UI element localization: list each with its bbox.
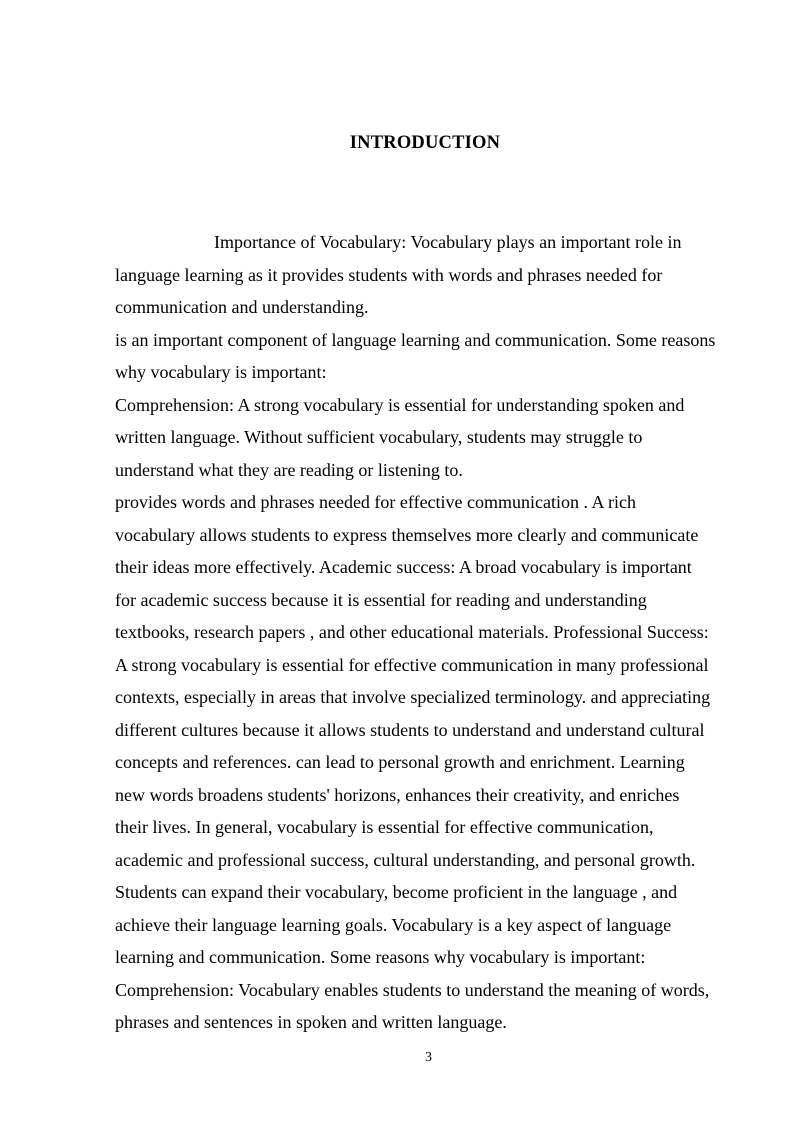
text-line: understand what they are reading or listening to. xyxy=(115,459,463,480)
text-line: academic and professional success, cultural understanding, and personal growth. xyxy=(115,849,696,870)
text-line: Comprehension: Vocabulary enables students to understand the meaning of words, xyxy=(115,979,710,1000)
text-line: vocabulary allows students to express themselves more clearly and communicate xyxy=(115,524,699,545)
text-line: their ideas more effectively. Academic success: A broad vocabulary is important xyxy=(115,557,692,577)
text-line: for academic success because it is essential for reading and understanding xyxy=(115,589,647,610)
text-line: why vocabulary is important: xyxy=(115,362,327,382)
text-line: achieve their language learning goals. Vocabulary is a key aspect of language xyxy=(115,914,672,935)
text-line: different cultures because it allows students to understand and understand cultural xyxy=(115,719,705,740)
text-line: A strong vocabulary is essential for effective communication in many professional xyxy=(115,654,709,675)
text-line: their lives. In general, vocabulary is essential for effective communication, xyxy=(115,817,654,837)
text-line: new words broadens students' horizons, enhances their creativity, and enriches xyxy=(115,784,680,805)
text-line: phrases and sentences in spoken and written language. xyxy=(115,1012,507,1032)
text-line: Students can expand their vocabulary, become proficient in the language , and xyxy=(115,882,678,902)
text-line: communication and understanding. xyxy=(115,297,369,317)
text-line: is an important component of language learning and communication. Some reasons xyxy=(115,329,716,350)
body-text xyxy=(115,226,755,1039)
page-title: INTRODUCTION xyxy=(349,133,501,153)
text-line: textbooks, research papers , and other educational materials. Professional Success: xyxy=(115,622,709,642)
text-line: provides words and phrases needed for effective communication . A rich xyxy=(115,492,637,512)
page-number: 3 xyxy=(425,1050,432,1065)
text-line: learning and communication. Some reasons why vocabulary is important: xyxy=(115,947,646,967)
text-line: concepts and references. can lead to personal growth and enrichment. Learning xyxy=(115,752,685,772)
text-line: Comprehension: A strong vocabulary is essential for understanding spoken and xyxy=(115,394,685,415)
text-line: contexts, especially in areas that involve specialized terminology. and appreciating xyxy=(115,687,711,707)
text-line: Importance of Vocabulary: Vocabulary plays an important role in xyxy=(214,232,682,252)
text-line: language learning as it provides students with words and phrases needed for xyxy=(115,264,663,285)
text-line: written language. Without sufficient vocabulary, students may struggle to xyxy=(115,427,643,447)
